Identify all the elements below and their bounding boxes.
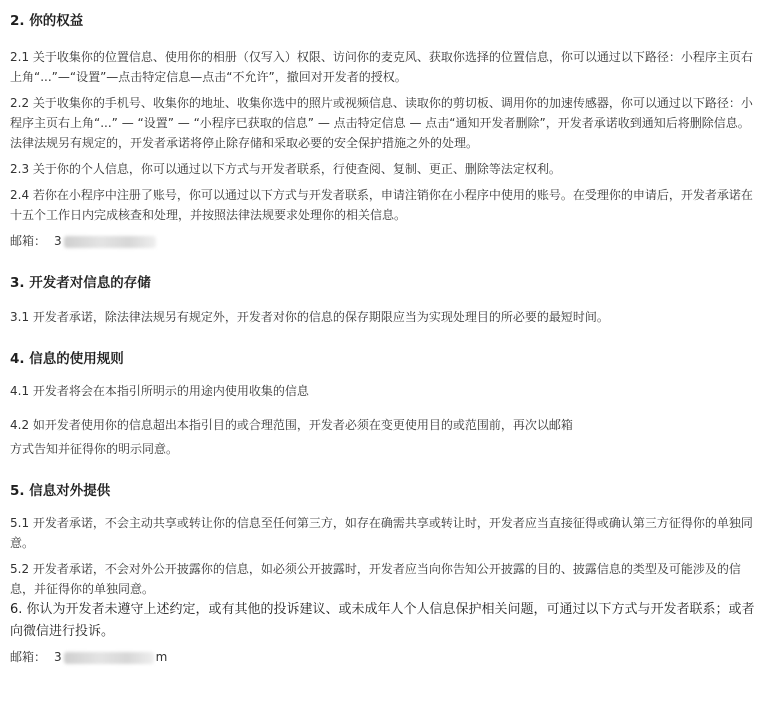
- privacy-guide-document: [10, 0, 755, 667]
- email-prefix: 3: [54, 650, 62, 664]
- section-6-email-row: [10, 647, 755, 667]
- section-4-2-text-continued: 方式告知并征得你的明示同意。: [10, 442, 179, 456]
- redaction-blur: [64, 652, 154, 664]
- redaction-blur: [64, 236, 156, 248]
- section-3-1-text: 3.1 开发者承诺，除法律法规另有规定外，开发者对你的信息的保存期限应当为实现处理目的所必要的最短时间。: [10, 310, 609, 324]
- email-label: 邮箱：: [10, 234, 47, 248]
- section-2-email-row: [10, 231, 755, 251]
- section-5-2-text: 5.2 开发者承诺，不会对外公开披露你的信息，如必须公开披露时，开发者应当向你告知公开披露的目的、披露信息的类型及可能涉及的信息，并征得你的单独同意。: [10, 562, 741, 596]
- section-2-3-text: 2.3 关于你的个人信息，你可以通过以下方式与开发者联系，行使查阅、复制、更正、删除等法定权利。: [10, 162, 561, 176]
- section-6-text: 6. 你认为开发者未遵守上述约定，或有其他的投诉建议、或未成年人个人信息保护相关问题，可通过以下方式与开发者联系；或者向微信进行投诉。: [10, 602, 755, 639]
- section-2-2-text: 2.2 关于收集你的手机号、收集你的地址、收集你选中的照片或视频信息、读取你的剪切板、调用你的加速传感器，你可以通过以下路径：小程序主页右上角“...” — “设置” — “小程序已获取的信息” — 点击特定信息 — 点击“通知开发者删除”，开发者承诺收到通知后将删除信息。法律法规另有规定的，开发者承诺将停止除存储和采取必要的安全保护措施之外的处理。: [10, 96, 753, 150]
- section-5-title: 5. 信息对外提供: [10, 483, 111, 499]
- section-4-1-text: 4.1 开发者将会在本指引所明示的用途内使用收集的信息: [10, 384, 309, 398]
- section-4-2-text: 4.2 如开发者使用你的信息超出本指引目的或合理范围，开发者必须在变更使用目的或范围前，再次以邮箱: [10, 418, 573, 432]
- section-2-title: 2. 你的权益: [10, 13, 84, 29]
- section-5-1-text: 5.1 开发者承诺，不会主动共享或转让你的信息至任何第三方，如存在确需共享或转让时，开发者应当直接征得或确认第三方征得你的单独同意。: [10, 516, 753, 550]
- section-4-title: 4. 信息的使用规则: [10, 351, 124, 367]
- email-value-redacted: [52, 647, 169, 667]
- email-suffix: m: [155, 650, 168, 664]
- section-3-title: 3. 开发者对信息的存储: [10, 275, 151, 291]
- email-label: 邮箱：: [10, 650, 47, 664]
- email-prefix: 3: [54, 234, 62, 248]
- email-value-redacted: [52, 231, 160, 251]
- section-2-1-text: 2.1 关于收集你的位置信息、使用你的相册（仅写入）权限、访问你的麦克风、获取你选择的位置信息，你可以通过以下路径：小程序主页右上角“...”—“设置”—点击特定信息—点击“不允许”，撤回对开发者的授权。: [10, 50, 753, 84]
- section-2-4-text: 2.4 若你在小程序中注册了账号，你可以通过以下方式与开发者联系，申请注销你在小程序中使用的账号。在受理你的申请后，开发者承诺在十五个工作日内完成核查和处理，并按照法律法规要求处理你的相关信息。: [10, 188, 753, 222]
